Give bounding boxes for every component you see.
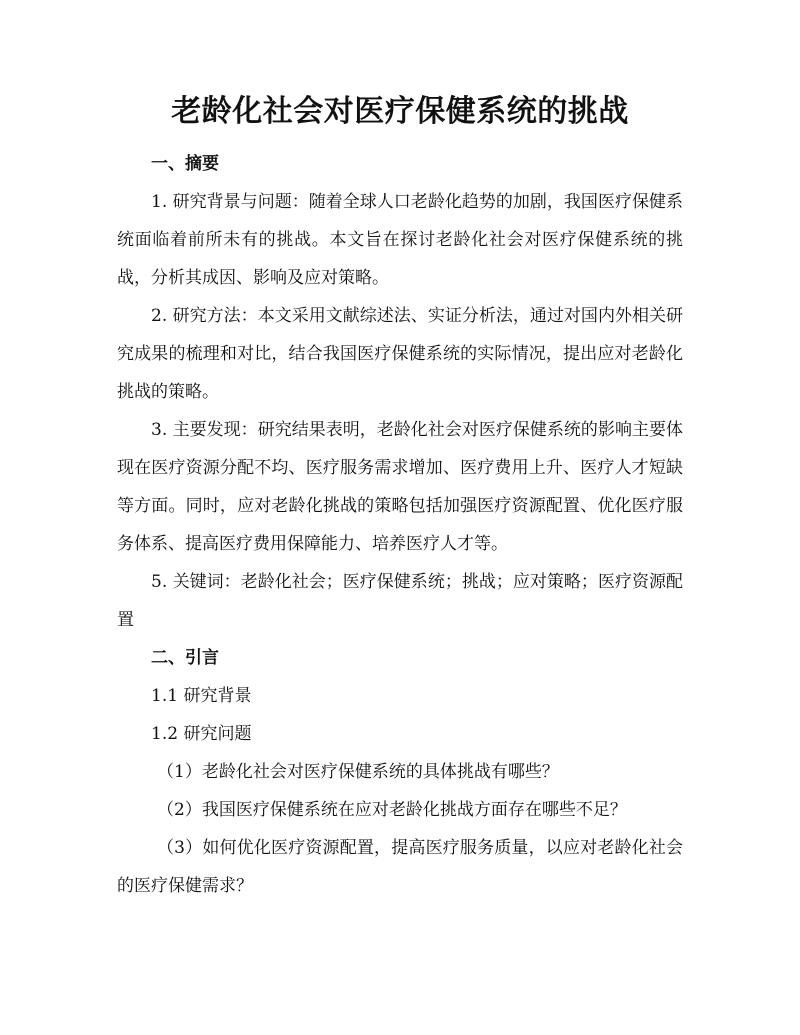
abstract-item-keywords: 5. 关键词：老龄化社会；医疗保健系统；挑战；应对策略；医疗资源配置: [117, 572, 683, 630]
section-heading-introduction: 二、引言: [151, 648, 219, 668]
research-question-3: （3）如何优化医疗资源配置，提高医疗服务质量，以应对老龄化社会的医疗保健需求？: [117, 838, 683, 896]
document-body: [117, 145, 683, 905]
abstract-item-method: 2. 研究方法：本文采用文献综述法、实证分析法，通过对国内外相关研究成果的梳理和对比，结合我国医疗保健系统的实际情况，提出应对老龄化挑战的策略。: [117, 306, 683, 402]
intro-subsection-questions: 1.2 研究问题: [151, 724, 252, 744]
abstract-item-findings: 3. 主要发现：研究结果表明，老龄化社会对医疗保健系统的影响主要体现在医疗资源分配不均、医疗服务需求增加、医疗费用上升、医疗人才短缺等方面。同时，应对老龄化挑战的策略包括加强医疗资源配置、优化医疗服务体系、提高医疗费用保障能力、培养医疗人才等。: [117, 420, 683, 554]
research-question-2: （2）我国医疗保健系统在应对老龄化挑战方面存在哪些不足？: [157, 800, 627, 820]
abstract-item-background: 1. 研究背景与问题：随着全球人口老龄化趋势的加剧，我国医疗保健系统面临着前所未有的挑战。本文旨在探讨老龄化社会对医疗保健系统的挑战，分析其成因、影响及应对策略。: [117, 192, 683, 288]
intro-subsection-background: 1.1 研究背景: [151, 686, 252, 706]
section-heading-abstract: 一、摘要: [151, 154, 219, 174]
research-question-1: （1）老龄化社会对医疗保健系统的具体挑战有哪些？: [157, 762, 559, 782]
document-title: 老龄化社会对医疗保健系统的挑战: [171, 94, 629, 129]
